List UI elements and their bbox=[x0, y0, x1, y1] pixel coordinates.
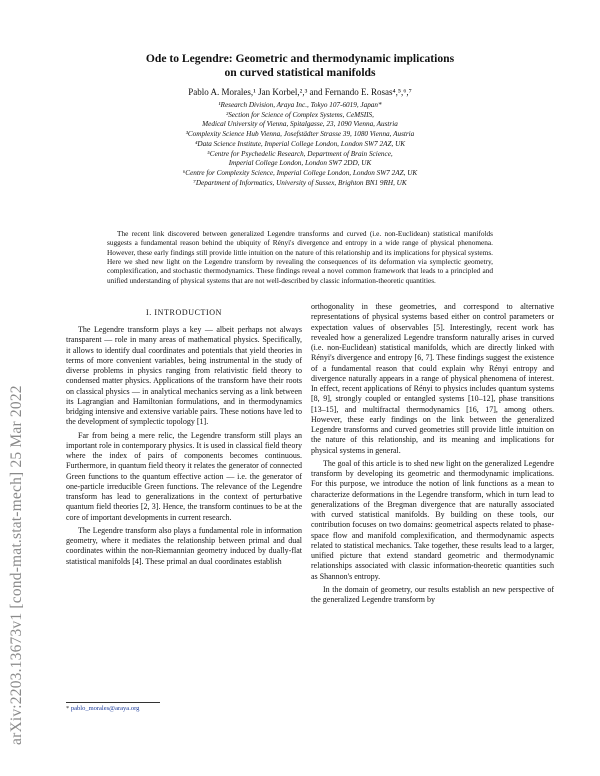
paragraph: Far from being a mere relic, the Legendre transform still plays an important role in contemporary physics. It is used in classical field theory where the index of pairs of components becomes continuous. Furthermore, in quantum field theory it relates the generator of connected Green functions to the quantum effective action — i.e. the generator of one-particle irreducible Green functions. The relevance of the Legendre transform has lead to generalizations in the context of perturbative quantum field theories [2, 3]. Hence, the transform continues to be at the core of important developments in current research. bbox=[66, 430, 302, 522]
affiliation-line: ²Section for Science of Complex Systems, CeMSIIS, bbox=[226, 110, 374, 119]
paragraph: The goal of this article is to shed new light on the generalized Legendre transform by developing its geometric and thermodynamic implications. For this purpose, we introduce the notion of link functions as a mean to characterize deformations in the Legendre transform, which in turn lead to generalizations of the Bregman divergence that are naturally associated with curved statistical manifolds. By building on these tools, our contribution focuses on two domains: geometrical aspects related to phase-space flow and manifold complexification, and thermodynamic aspects related to statistical mechanics. Take together, these results lead to a larger, unified picture that extend standard geometric and thermodynamic relationships associated with classic information-theoretic quantities such as Shannon's entropy. bbox=[311, 458, 554, 581]
paper-title bbox=[80, 52, 520, 80]
paragraph: The Legendre transform plays a key — albeit perhaps not always transparent — role in many areas of mathematical physics. Specifically, it allows to identify dual coordinates and potentials that yield theories in terms of more convenient variables, being instrumental in the study of diverse problems in physics ranging from relativistic field theory to condensed matter physics. Applications of the transform have their roots on classical physics — in analytical mechanics serving as a link between its Lagrangian and Hamiltonian formulations, and in thermodynamics bridging intensive and extensive variable pairs. These notions have led to the development of symplectic topology [1]. bbox=[66, 325, 302, 427]
affiliation-line: Imperial College London, London SW7 2DD, UK bbox=[228, 159, 372, 168]
footnote bbox=[66, 705, 139, 712]
affiliation-line: ⁶Centre for Complexity Science, Imperial College London, London SW7 2AZ, UK bbox=[182, 168, 418, 177]
affiliation-line: ⁵Centre for Psychedelic Research, Department of Brain Science, bbox=[207, 149, 393, 158]
title-line-2: on curved statistical manifolds bbox=[224, 66, 376, 79]
paragraph: In the domain of geometry, our results establish an new perspective of the generalized Legendre transform by bbox=[311, 584, 554, 604]
footnote-marker: * bbox=[66, 705, 70, 712]
footnote-email-link[interactable]: pablo_morales@araya.org bbox=[70, 705, 140, 712]
affiliation-line: ¹Research Division, Araya Inc., Tokyo 107-6019, Japan* bbox=[218, 101, 382, 109]
affiliations bbox=[80, 101, 520, 188]
section-heading: I. INTRODUCTION bbox=[145, 308, 223, 317]
affiliation-line: ³Complexity Science Hub Vienna, Josefstädter Strasse 39, 1080 Vienna, Austria bbox=[185, 130, 415, 139]
left-column bbox=[66, 325, 302, 567]
right-column bbox=[311, 302, 554, 605]
affiliation-line: Medical University of Vienna, Spitalgasse, 23, 1090 Vienna, Austria bbox=[202, 120, 398, 129]
paragraph: The Legendre transform also plays a fundamental role in information geometry, where it mediates the relationship between primal and dual coordinates within the non-Riemannian geometry induced by dually-flat statistical manifolds [4]. These primal an dual coordinates establish bbox=[66, 525, 302, 566]
affiliation-line: ⁷Department of Informatics, University of Sussex, Brighton BN1 9RH, UK bbox=[193, 178, 407, 187]
arxiv-identifier[interactable]: arXiv:2203.13673v1 [cond-mat.stat-mech] 25 Mar 2022 bbox=[8, 385, 25, 745]
abstract: The recent link discovered between generalized Legendre transforms and curved (i.e. non-Euclidean) statistical manifolds suggests a fundamental reason behind the ubiquity of Rényi's divergence and entropy in a wide range of physical phenomena. However, these early findings still provide little intuition on the nature of this relationship and its implications for physical systems. Here we shed new light on the Legendre transform by revealing the consequences of its deformation via symplectic geometry, complexification, and stochastic thermodynamics. These findings reveal a novel common framework that leads to a principled and unified understanding of physical systems that are not well-described by classic information-theoretic quantities. bbox=[107, 229, 493, 285]
footnote-divider bbox=[66, 702, 160, 703]
title-line-1: Ode to Legendre: Geometric and thermodynamic implications bbox=[145, 52, 455, 65]
author-list: Pablo A. Morales,¹ Jan Korbel,²,³ and Fernando E. Rosas⁴,⁵,⁶,⁷ bbox=[188, 87, 412, 97]
paragraph: orthogonality in these geometries, and correspond to alternative representations of physical systems based either on control parameters or expectation values of observables [5]. Interestingly, recent work has revealed how a generalized Legendre transform naturally arises in curved (i.e. non-Euclidean) statistical manifolds, which are directly linked with Rényi's divergence and entropy [6, 7]. These findings suggest the existence of a fundamental reason that could explain why Rényi entropy and divergence naturally appears in a range of physical phenomena of interest. In effect, recent applications of Rényi to physics includes quantum systems [8, 9], strongly coupled or entangled systems [10–12], phase transitions [13–15], and multifractal thermodynamics [16, 17], among others. However, these early findings on the link between the generalized Legendre transforms and curved geometries still provide little intuition on the nature of this relationship, and its meaning and implications for physical systems in general. bbox=[311, 302, 554, 455]
affiliation-line: ⁴Data Science Institute, Imperial College London, London SW7 2AZ, UK bbox=[194, 139, 406, 148]
